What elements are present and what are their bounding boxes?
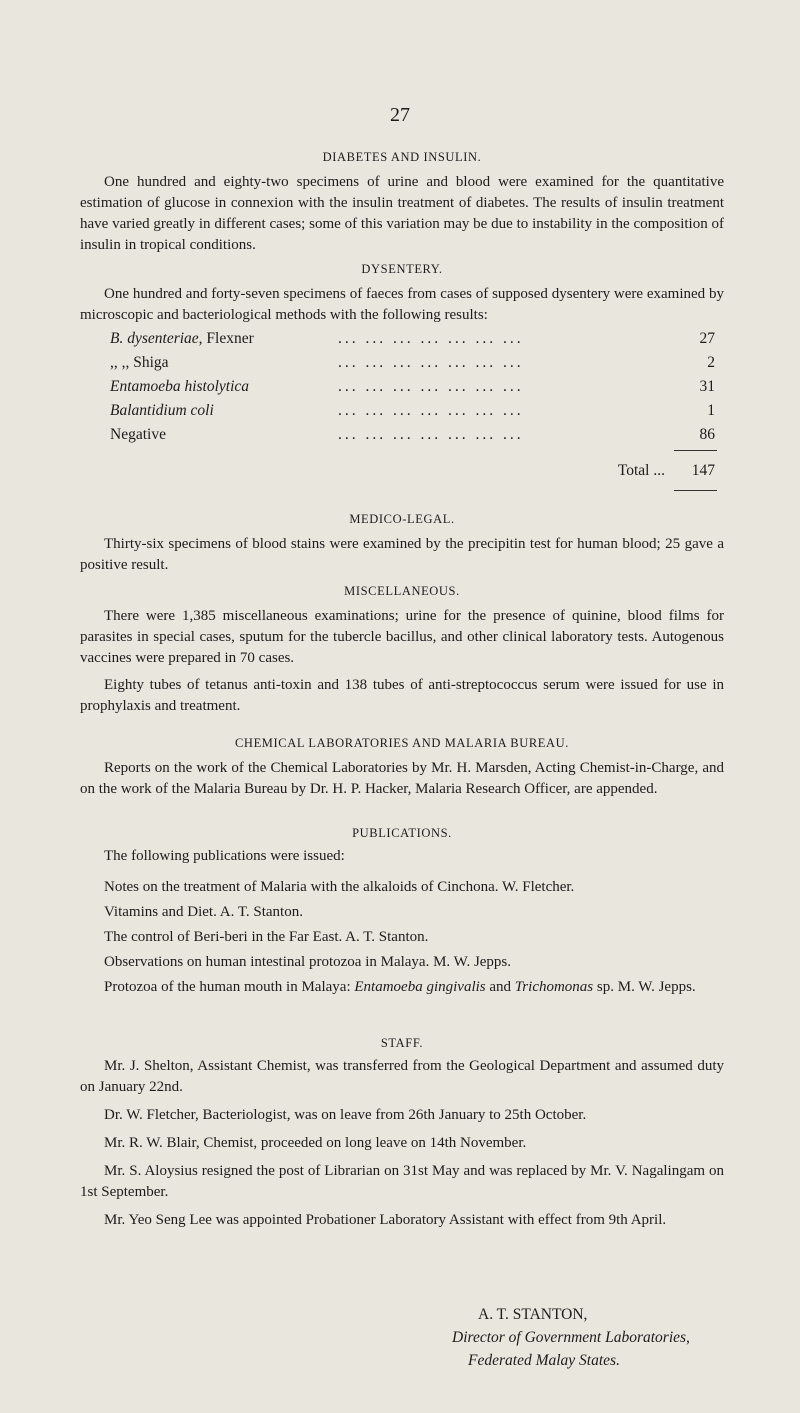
staff-paragraph: Mr. R. W. Blair, Chemist, proceeded on long leave on 14th November. bbox=[104, 1135, 527, 1151]
miscellaneous-heading: MISCELLANEOUS. bbox=[344, 584, 460, 598]
publication-text: Protozoa of the human mouth in Malaya: bbox=[104, 979, 355, 995]
dysentery-row bbox=[110, 330, 715, 352]
staff-paragraph: Mr. Yeo Seng Lee was appointed Probationer Laboratory Assistant with effect from 9th April. bbox=[104, 1212, 667, 1228]
row-label: ,, ,, Shiga bbox=[110, 354, 169, 371]
total-value: 147 bbox=[691, 462, 715, 479]
publications-heading: PUBLICATIONS. bbox=[352, 826, 452, 840]
publication-species: Entamoeba gingivalis bbox=[354, 979, 486, 995]
staff-paragraph: Dr. W. Fletcher, Bacteriologist, was on leave from 26th January to 25th October. bbox=[104, 1107, 587, 1123]
dysentery-total-row bbox=[110, 462, 715, 484]
row-value: 2 bbox=[707, 354, 715, 371]
leader-dots: ... ... ... ... ... ... ... bbox=[338, 354, 524, 371]
publication-item: Observations on human intestinal protozoa in Malaya. M. W. Jepps. bbox=[104, 954, 512, 970]
medico-legal-text: Thirty-six specimens of blood stains were examined by the precipitin test for human blood; 25 gave a positive result. bbox=[80, 536, 724, 573]
dysentery-section bbox=[80, 262, 724, 326]
publication-item: The control of Beri-beri in the Far East. A. T. Stanton. bbox=[104, 929, 429, 945]
row-label-italic: Entamoeba histolytica bbox=[110, 378, 250, 395]
signature-title: Director of Government Laboratories, bbox=[452, 1329, 690, 1346]
total-label: Total ... bbox=[617, 462, 665, 479]
publication-text: and bbox=[485, 979, 515, 995]
row-label: , Flexner bbox=[198, 330, 254, 347]
row-value: 31 bbox=[699, 378, 715, 395]
diabetes-heading: DIABETES AND INSULIN. bbox=[322, 150, 482, 164]
dysentery-row bbox=[110, 426, 715, 448]
row-label: Negative bbox=[110, 426, 166, 443]
publication-item: Vitamins and Diet. A. T. Stanton. bbox=[104, 904, 303, 920]
page-number: 27 bbox=[390, 104, 410, 126]
publication-item bbox=[104, 977, 726, 998]
publication-item: Notes on the treatment of Malaria with the alkaloids of Cinchona. W. Fletcher. bbox=[104, 879, 575, 895]
row-value: 27 bbox=[699, 330, 715, 347]
leader-dots: ... ... ... ... ... ... ... bbox=[338, 402, 524, 419]
chemical-text: Reports on the work of the Chemical Laboratories by Mr. H. Marsden, Acting Chemist-in-Charge, and on the work of the Malaria Bureau by Dr. H. P. Hacker, Malaria Research Officer, are appended. bbox=[80, 760, 724, 797]
dysentery-text: One hundred and forty-seven specimens of faeces from cases of supposed dysentery were examined by microscopic and bacteriological methods with the following results: bbox=[80, 286, 724, 323]
dysentery-row bbox=[110, 378, 715, 400]
total-rule-bottom bbox=[674, 490, 717, 491]
row-value: 86 bbox=[699, 426, 715, 443]
publication-text: sp. M. W. Jepps. bbox=[593, 979, 696, 995]
staff-section bbox=[80, 1036, 724, 1231]
miscellaneous-section bbox=[80, 584, 724, 717]
miscellaneous-text-2: Eighty tubes of tetanus anti-toxin and 138 tubes of anti-streptococcus serum were issued for use in prophylaxis and treatment. bbox=[80, 677, 724, 714]
medico-legal-heading: MEDICO-LEGAL. bbox=[349, 512, 455, 526]
staff-paragraph: Mr. S. Aloysius resigned the post of Librarian on 31st May and was replaced by Mr. V. Nagalingam on 1st September. bbox=[80, 1163, 724, 1200]
row-label-italic: B. dysenteriae bbox=[110, 330, 199, 347]
total-rule-top bbox=[674, 450, 717, 451]
staff-paragraph: Mr. J. Shelton, Assistant Chemist, was transferred from the Geological Department and assumed duty on January 22nd. bbox=[80, 1058, 724, 1095]
miscellaneous-text-1: There were 1,385 miscellaneous examinations; urine for the presence of quinine, blood films for parasites in special cases, sputum for the tubercle bacillus, and other clinical laboratory tests. Autogenous vaccines were prepared in 70 cases. bbox=[80, 608, 724, 666]
publications-intro: The following publications were issued: bbox=[104, 848, 345, 864]
dysentery-row bbox=[110, 354, 715, 376]
medico-legal-section bbox=[80, 512, 724, 576]
dysentery-row bbox=[110, 402, 715, 424]
diabetes-text: One hundred and eighty-two specimens of urine and blood were examined for the quantitative estimation of glucose in connexion with the insulin treatment of diabetes. The results of insulin treatment have varied greatly in different cases; some of this variation may be due to instability in the composition of insulin in tropical conditions. bbox=[80, 174, 724, 253]
chemical-heading: CHEMICAL LABORATORIES AND MALARIA BUREAU. bbox=[235, 736, 569, 750]
dysentery-heading: DYSENTERY. bbox=[361, 262, 443, 276]
diabetes-section bbox=[80, 150, 724, 256]
leader-dots: ... ... ... ... ... ... ... bbox=[338, 426, 524, 443]
chemical-section bbox=[80, 736, 724, 800]
leader-dots: ... ... ... ... ... ... ... bbox=[338, 330, 524, 347]
signature-title: Federated Malay States. bbox=[468, 1352, 620, 1369]
publication-species: Trichomonas bbox=[514, 979, 594, 995]
row-label-italic: Balantidium coli bbox=[110, 402, 214, 419]
staff-heading: STAFF. bbox=[380, 1036, 424, 1050]
signature-name: A. T. STANTON, bbox=[478, 1306, 588, 1323]
leader-dots: ... ... ... ... ... ... ... bbox=[338, 378, 524, 395]
row-value: 1 bbox=[707, 402, 715, 419]
publications-section bbox=[80, 826, 724, 867]
